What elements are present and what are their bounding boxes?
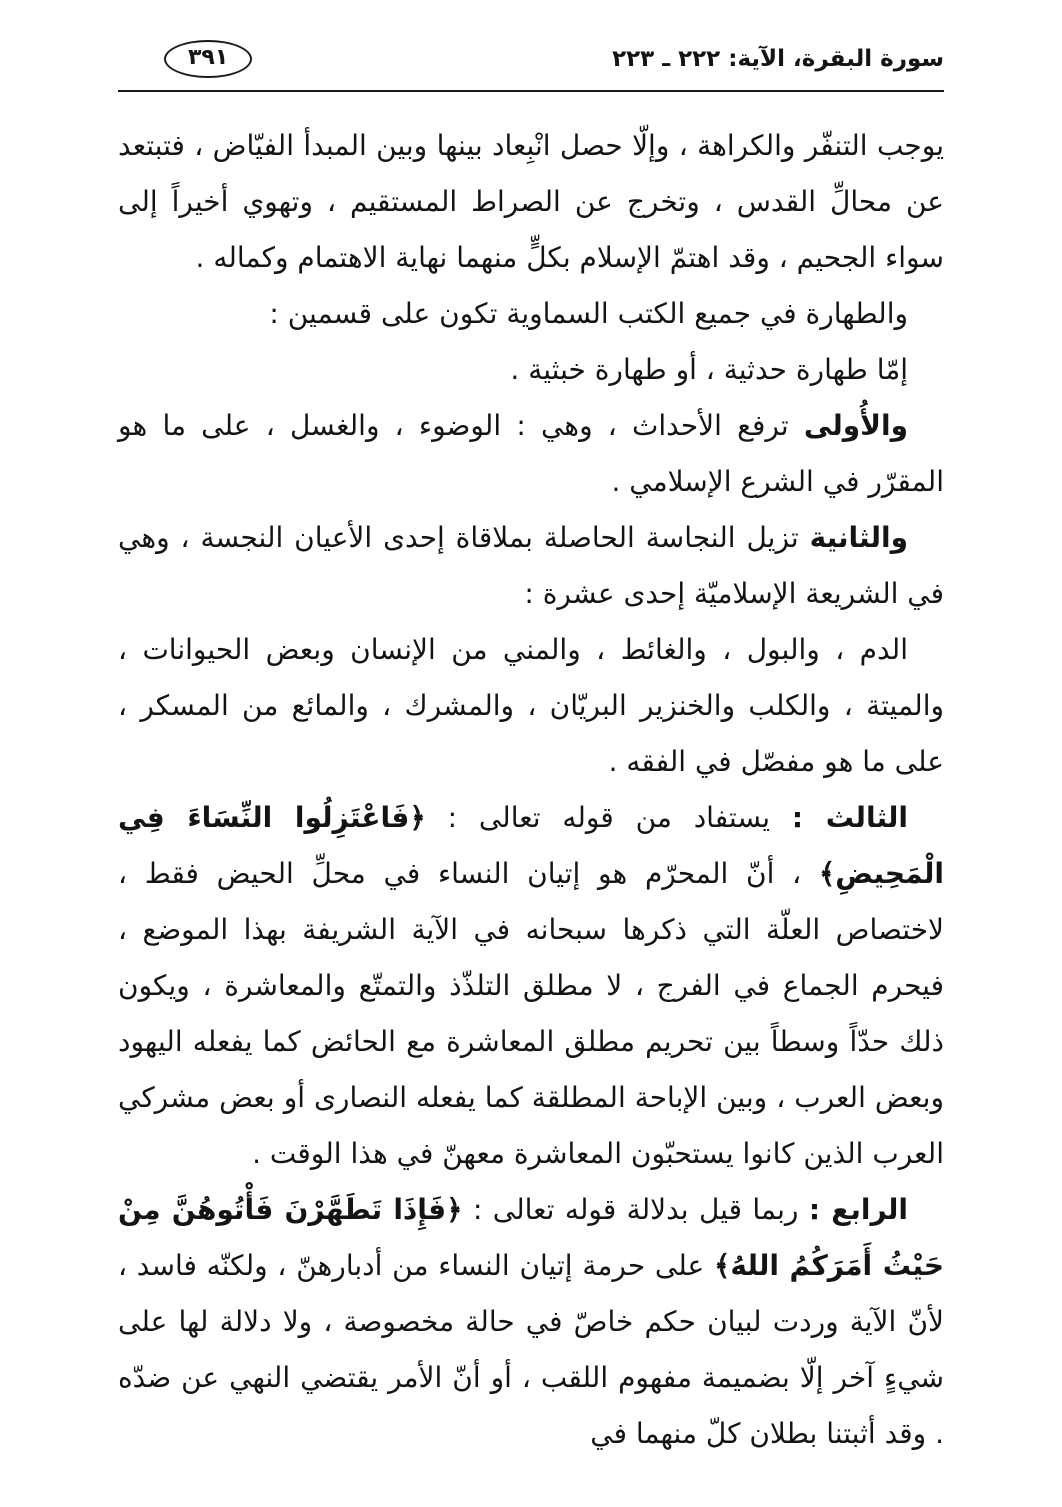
lead-word: والأُولى: [803, 409, 908, 442]
quran-quote: ﴿فَإِذَا تَطَهَّرْنَ فَأْتُوهُنَّ مِنْ حَيْثُ أَمَرَكُمُ اللهُ﴾: [118, 1193, 945, 1282]
text-segment: يوجب التنفّر والكراهة ، وإلّا حصل انْبِعاد بينها وبين المبدأ الفيّاض ، فتبتعد عن محالِّ القدس ، وتخرج عن الصراط المستقيم ، وتهوي أخيراً إلى سواء الجحيم ، وقد اهتمّ الإسلام بكلٍّ منهما نهاية الاهتمام وكماله .: [118, 129, 944, 274]
header-title: سورة البقرة، الآية: ٢٢٢ ـ ٢٢٣: [612, 46, 944, 73]
paragraph: [118, 510, 944, 622]
paragraph: [118, 118, 944, 286]
paragraph: [118, 790, 944, 1182]
text-segment: والطهارة في جميع الكتب السماوية تكون على قسمين :: [269, 297, 908, 330]
paragraph: [118, 286, 944, 342]
text-segment: ربما قيل بدلالة قوله تعالى :: [462, 1193, 809, 1226]
lead-word: والثانية: [809, 521, 908, 554]
lead-word: الثالث :: [791, 801, 908, 834]
page-number: ٣٩١: [164, 40, 252, 78]
text-segment: تزيل النجاسة الحاصلة بملاقاة إحدى الأعيان النجسة ، وهي في الشريعة الإسلاميّة إحدى عشرة :: [118, 521, 944, 610]
lead-word: الرابع :: [808, 1193, 909, 1226]
page-body: [118, 118, 944, 1462]
quran-quote: ﴿فَاعْتَزِلُوا النِّسَاءَ فِي الْمَحِيضِ﴾: [118, 801, 944, 890]
text-segment: على حرمة إتيان النساء من أدبارهنّ ، ولكنّه فاسد ، لأنّ الآية وردت لبيان حكم خاصّ في حالة مخصوصة ، ولا دلالة لها على شيءٍ آخر إلّا بضميمة مفهوم اللقب ، أو أنّ الأمر يقتضي النهي عن ضدّه . وقد أثبتنا بطلان كلّ منهما في: [118, 1249, 944, 1450]
paragraph: [118, 398, 944, 510]
text-segment: الدم ، والبول ، والغائط ، والمني من الإنسان وبعض الحيوانات ، والميتة ، والكلب والخنزير البريّان ، والمشرك ، والمائع من المسكر ، على ما هو مفصّل في الفقه .: [118, 633, 944, 778]
paragraph: [118, 622, 944, 790]
text-segment: ، أنّ المحرّم هو إتيان النساء في محلِّ الحيض فقط ، لاختصاص العلّة التي ذكرها سبحانه في الآية الشريفة بهذا الموضع ، فيحرم الجماع في الفرج ، لا مطلق التلذّذ والتمتّع والمعاشرة ، ويكون ذلك حدّاً وسطاً بين تحريم مطلق المعاشرة مع الحائض كما يفعله اليهود وبعض العرب ، وبين الإباحة المطلقة كما يفعله النصارى أو بعض مشركي العرب الذين كانوا يستحبّون المعاشرة معهنّ في هذا الوقت .: [118, 857, 944, 1170]
text-segment: ترفع الأحداث ، وهي : الوضوء ، والغسل ، على ما هو المقرّر في الشرع الإسلامي .: [118, 409, 944, 498]
text-segment: إمّا طهارة حدثية ، أو طهارة خبثية .: [510, 353, 908, 386]
text-segment: يستفاد من قوله تعالى :: [425, 801, 792, 834]
paragraph: [118, 1182, 944, 1462]
paragraph: [118, 342, 944, 398]
page-header: [118, 40, 944, 92]
